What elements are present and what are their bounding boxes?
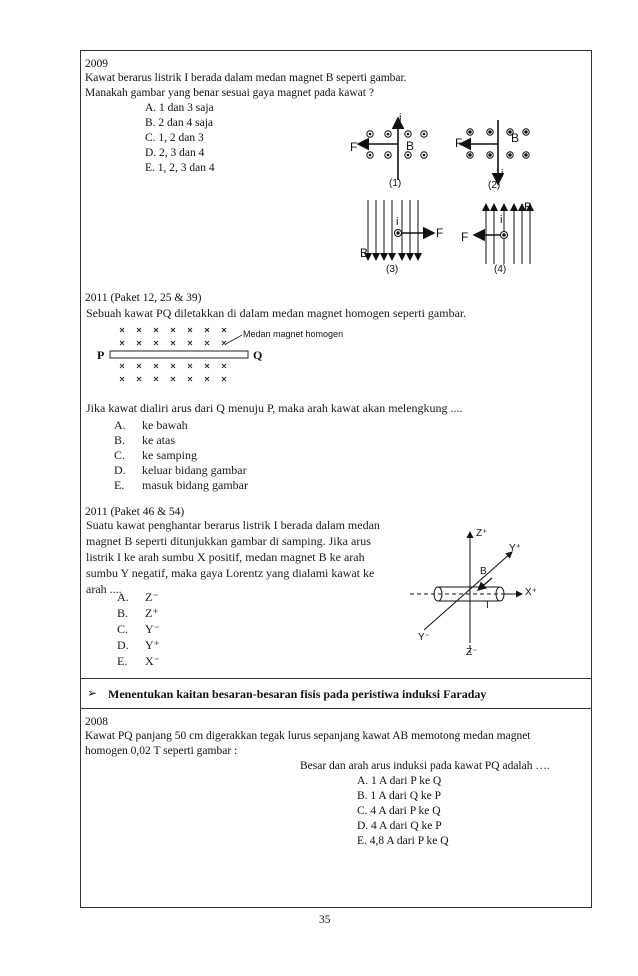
- d1-f-label: F: [350, 140, 358, 154]
- y-plus-label: Y⁺: [509, 543, 521, 554]
- d3-i-label: i: [396, 216, 399, 228]
- d2-caption: (2): [488, 180, 501, 191]
- q2-option-a-text: ke bawah: [142, 418, 188, 432]
- q2-option-e-letter: E.: [114, 478, 125, 492]
- q3-option-d: [117, 638, 160, 654]
- q2-p-label: P: [97, 348, 105, 362]
- q2-option-b-letter: B.: [114, 433, 126, 447]
- q2-question: Jika kawat dialiri arus dari Q menuju P, maka arah kawat akan melengkung ....: [86, 401, 463, 415]
- q2-option-a: [114, 418, 188, 434]
- d2-b-label: B: [511, 131, 520, 145]
- q1-force-diagrams: [340, 100, 590, 282]
- d2-i-label: i: [501, 168, 504, 180]
- q3-option-c-text: Y⁻: [145, 622, 160, 636]
- q3-option-e-letter: E.: [117, 654, 128, 668]
- d1-caption: (1): [389, 178, 402, 189]
- q2-option-b: [114, 433, 175, 449]
- q2-option-c-letter: C.: [114, 448, 126, 462]
- section-divider-bottom: [80, 708, 592, 709]
- d2-f-label: F: [455, 136, 463, 150]
- q2-option-d-text: keluar bidang gambar: [142, 463, 247, 477]
- q3-option-a: [117, 590, 159, 606]
- z-minus-label: Z⁻: [466, 647, 478, 658]
- y-minus-label: Y⁻: [418, 632, 430, 643]
- d4-i-label: i: [500, 214, 503, 226]
- q4-question: Besar dan arah arus induksi pada kawat PQ adalah ….: [300, 760, 550, 772]
- wire-pq: [110, 351, 248, 358]
- q2-option-e-text: masuk bidang gambar: [142, 478, 248, 492]
- d3-b-label: B: [360, 246, 369, 260]
- section-bullet-icon: ➢: [87, 686, 98, 700]
- q3-option-b-letter: B.: [117, 606, 129, 620]
- q4-line2: homogen 0,02 T seperti gambar :: [85, 745, 238, 757]
- q2-option-c-text: ke samping: [142, 448, 197, 462]
- y-axis: [424, 552, 512, 630]
- q3-line-4: sumbu Y negatif, maka gaya Lorentz yang dialami kawat ke: [86, 566, 375, 580]
- section-divider-top: [80, 678, 592, 679]
- q1-option-e: E. 1, 2, 3 dan 4: [145, 162, 215, 174]
- q3-option-e: [117, 654, 160, 670]
- q3-line-2: magnet B seperti ditunjukkan gambar di samping. Jika arus: [86, 534, 371, 548]
- q3-year: 2011 (Paket 46 & 54): [85, 506, 185, 518]
- q2-option-e: [114, 478, 248, 494]
- d4-caption: (4): [494, 264, 507, 275]
- q2-option-c: [114, 448, 197, 464]
- q1-option-d: D. 2, 3 dan 4: [145, 147, 205, 159]
- q2-option-b-text: ke atas: [142, 433, 175, 447]
- q1-line2: Manakah gambar yang benar sesuai gaya magnet pada kawat ?: [85, 87, 374, 99]
- q2-option-a-letter: A.: [114, 418, 126, 432]
- section-title: Menentukan kaitan besaran-besaran fisis pada peristiwa induksi Faraday: [108, 687, 487, 701]
- q2-option-d: [114, 463, 247, 479]
- q3-option-b-text: Z⁺: [145, 606, 159, 620]
- q4-option-b: B. 1 A dari Q ke P: [357, 790, 442, 802]
- q1-option-a: A. 1 dan 3 saja: [145, 102, 214, 114]
- diagram-2: [460, 120, 529, 184]
- q3-option-d-text: Y⁺: [145, 638, 160, 652]
- q4-option-e: E. 4,8 A dari P ke Q: [357, 835, 449, 847]
- q1-year: 2009: [85, 58, 108, 70]
- q3-option-a-letter: A.: [117, 590, 129, 604]
- diagram-1: [358, 118, 427, 180]
- q3-option-d-letter: D.: [117, 638, 129, 652]
- x-plus-label: X⁺: [525, 587, 537, 598]
- q3-option-c: [117, 622, 160, 638]
- q1-line1: Kawat berarus listrik I berada dalam medan magnet B seperti gambar.: [85, 72, 407, 84]
- q3-line-3: listrik I ke arah sumbu X positif, medan magnet B ke arah: [86, 550, 365, 564]
- q3-line-5: arah ....: [86, 582, 122, 596]
- q4-option-d: D. 4 A dari Q ke P: [357, 820, 442, 832]
- q3-option-a-text: Z⁻: [145, 590, 159, 604]
- d1-i-label: i: [399, 112, 402, 124]
- q4-line1: Kawat PQ panjang 50 cm digerakkan tegak lurus sepanjang kawat AB memotong medan magnet: [85, 730, 531, 742]
- d3-caption: (3): [386, 264, 399, 275]
- q3-option-c-letter: C.: [117, 622, 129, 636]
- q3-option-b: [117, 606, 159, 622]
- q2-stem: Sebuah kawat PQ diletakkan di dalam medan magnet homogen seperti gambar.: [86, 306, 467, 320]
- b-label: B: [480, 566, 487, 577]
- q2-q-label: Q: [253, 348, 263, 362]
- q3-option-e-text: X⁻: [145, 654, 160, 668]
- q2-option-d-letter: D.: [114, 463, 126, 477]
- page-number: 35: [319, 914, 331, 926]
- q4-option-a: A. 1 A dari P ke Q: [357, 775, 442, 787]
- field-pointer: [226, 335, 242, 344]
- q1-option-c: C. 1, 2 dan 3: [145, 132, 204, 144]
- diagram-4: [474, 204, 530, 264]
- diagram-3: [368, 200, 434, 260]
- q4-year: 2008: [85, 716, 108, 728]
- i-label: I: [486, 600, 489, 611]
- q2-year: 2011 (Paket 12, 25 & 39): [85, 292, 202, 304]
- q2-field-label: Medan magnet homogen: [243, 329, 344, 339]
- d3-f-label: F: [436, 226, 444, 240]
- q1-option-b: B. 2 dan 4 saja: [145, 117, 214, 129]
- d4-b-label: B: [524, 200, 533, 214]
- z-plus-label: Z⁺: [476, 528, 488, 539]
- d4-f-label: F: [461, 230, 469, 244]
- q3-line-1: Suatu kawat penghantar berarus listrik I berada dalam medan: [86, 518, 380, 532]
- q4-option-c: C. 4 A dari P ke Q: [357, 805, 441, 817]
- d1-b-label: B: [406, 139, 415, 153]
